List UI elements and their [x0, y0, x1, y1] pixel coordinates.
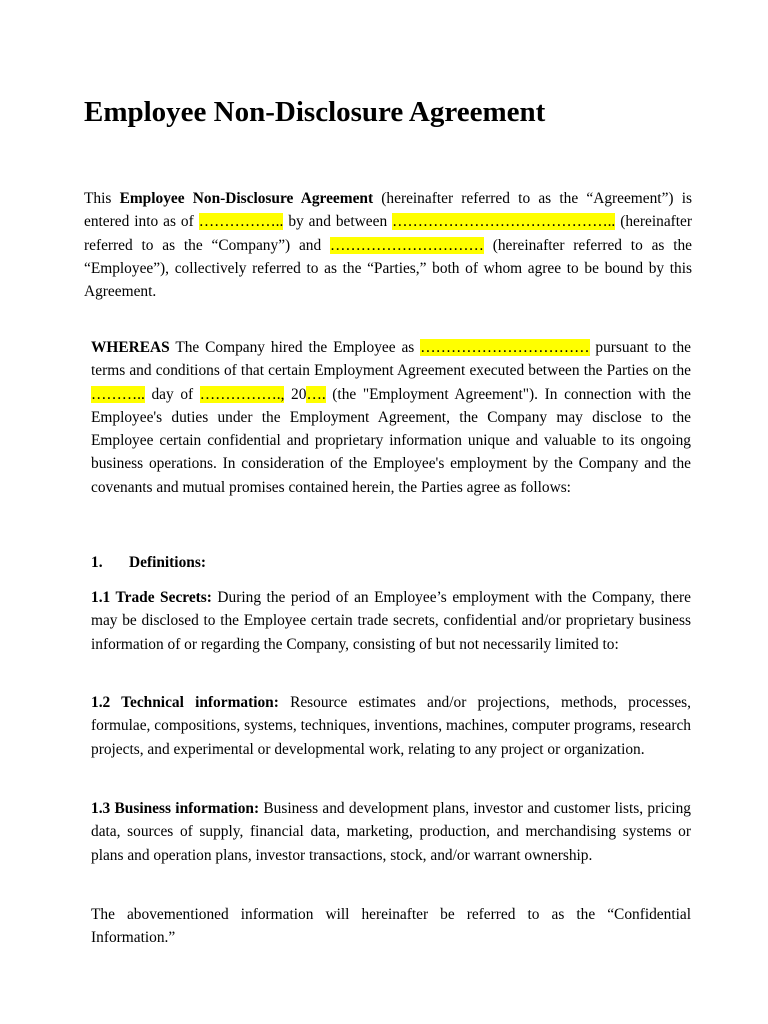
definitions-title: Definitions:	[129, 554, 206, 571]
section-text: During the period of an Employee’s employment with the Company, there may be disclosed to the Employee certain trade secrets, confidential and/or proprietary business information of or regarding the Company, consisting of but not necessarily limited to:	[91, 589, 691, 653]
confidential-information-paragraph: The abovementioned information will hereinafter be referred to as the “Confidential Information.”	[91, 906, 691, 947]
whereas-text-2: pursuant to the terms and conditions of that certain Employment Agreement executed between the Parties on the	[91, 339, 692, 380]
intro-text-2: (hereinafter referred to as the “Agreement”) is entered into as of	[84, 190, 692, 231]
section-technical-information	[91, 691, 691, 761]
document-title: Employee Non-Disclosure Agreement	[84, 96, 546, 128]
blank-company-name[interactable]: ……………………………………..	[392, 213, 616, 231]
intro-paragraph	[84, 187, 692, 303]
section-text: Business and development plans, investor and customer lists, pricing data, sources of supply, financial data, marketing, production, and merchandising systems or plans and operation plans, investor transactions, stock, and/or warrant ownership.	[91, 800, 691, 864]
intro-text-3: by and between	[283, 213, 393, 231]
intro-text-4: (hereinafter referred to as the “Company”) and	[84, 213, 693, 254]
definitions-heading	[91, 551, 206, 574]
blank-month[interactable]: …………….,	[199, 385, 285, 403]
section-text: Resource estimates and/or projections, methods, processes, formulae, compositions, systems, techniques, inventions, machines, computer programs, research projects, and experimental or developmental work, relating to any project or organization.	[91, 694, 692, 758]
whereas-text-1: The Company hired the Employee as	[169, 339, 421, 356]
whereas-label: WHEREAS	[91, 339, 170, 356]
whereas-text-5: (the "Employment Agreement"). In connection with the Employee's duties under the Employment Agreement, the Company may disclose to the Employee certain confidential and proprietary information unique and valuable to its ongoing business operations. In consideration of the Employee's employment by the Company and the covenants and mutual promises contained herein, the Parties agree as follows:	[91, 385, 691, 496]
section-label: 1.1 Trade Secrets:	[91, 589, 212, 606]
intro-text-5: (hereinafter referred to as the “Employee”), collectively referred to as the “Parties,” both of whom agree to be bound by this Agreement.	[84, 236, 692, 301]
whereas-text-3: day of	[144, 385, 200, 403]
section-label: 1.3 Business information:	[91, 800, 260, 817]
section-trade-secrets	[91, 586, 691, 656]
blank-employee-name[interactable]: …………………………	[330, 236, 484, 254]
blank-year[interactable]: ….	[306, 385, 326, 403]
definitions-number: 1.	[91, 554, 103, 571]
agreement-name-bold: Employee Non-Disclosure Agreement	[119, 190, 374, 207]
blank-position[interactable]: ……………………………	[420, 339, 590, 356]
whereas-text-4: 20	[284, 385, 307, 403]
section-label: 1.2 Technical information:	[91, 694, 279, 711]
whereas-paragraph	[91, 336, 691, 499]
intro-text-1: This	[84, 190, 120, 207]
blank-effective-date[interactable]: ……………..	[198, 213, 284, 231]
section-business-information	[91, 797, 691, 867]
blank-day[interactable]: ………..	[91, 385, 145, 403]
